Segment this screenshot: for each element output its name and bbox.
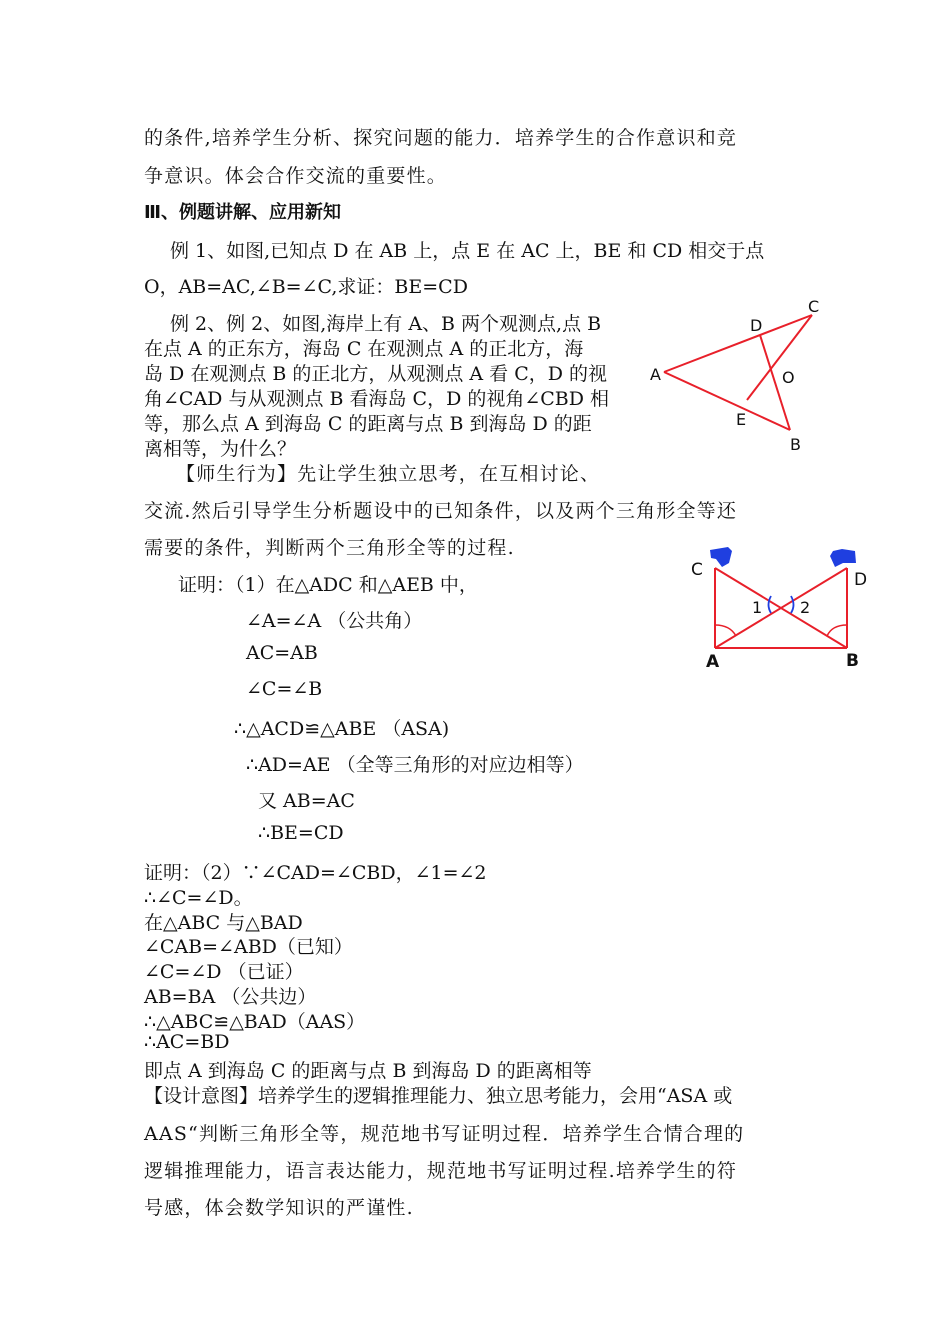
proof1-step-3: ∠C=∠B [246,678,323,700]
proof2-line-6: AB=BA （公共边） [144,986,317,1008]
proof1-step-6: 又 AB=AC [258,790,355,812]
proof1-step-1: ∠A=∠A （公共角） [246,610,423,632]
example1-line-2: O，AB=AC,∠B=∠C,求证：BE=CD [144,276,468,298]
proof2-line-4: ∠CAB=∠ABD（已知） [144,936,353,958]
teacher-action-line-2: 交流.然后引导学生分析题设中的已知条件，以及两个三角形全等还 [144,500,738,522]
fig2-label-C: C [691,560,703,580]
proof2-line-2: ∴∠C=∠D。 [144,887,253,909]
proof2-line-1: 证明：（2）∵∠CAD=∠CBD，∠1=∠2 [144,862,487,884]
teacher-action-line-1: 【师生行为】先让学生独立思考，在互相讨论、 [176,463,601,485]
fig1-label-B: B [790,435,801,454]
fig1-label-D: D [750,316,763,335]
example2-line-1: 例 2、例 2、如图,海岸上有 A、B 两个观测点,点 B [170,313,602,335]
proof2-line-8: ∴AC=BD [144,1031,230,1053]
example2-line-2: 在点 A 的正东方，海岛 C 在观测点 A 的正北方，海 [144,338,584,360]
proof2-line-5: ∠C=∠D （已证） [144,961,304,983]
intro-line-2: 争意识。体会合作交流的重要性。 [144,165,448,187]
intro-line-1: 的条件,培养学生分析、探究问题的能力．培养学生的合作意识和竞 [144,127,738,149]
proof2-line-3: 在△ABC 与△BAD [144,912,303,934]
proof2-line-7: ∴△ABC≌△BAD（AAS） [144,1011,366,1033]
design-intent-line-2: AAS“判断三角形全等，规范地书写证明过程．培养学生合情合理的 [144,1123,745,1145]
fig2-label-angle-1: 1 [752,598,763,617]
proof1-step-2: AC=AB [246,642,318,664]
design-intent-line-3: 逻辑推理能力，语言表达能力，规范地书写证明过程.培养学生的符 [144,1160,738,1182]
example2-line-4: 角∠CAD 与从观测点 B 看海岛 C，D 的视角∠CBD 相 [144,388,610,410]
fig2-label-B: B [846,651,859,671]
example2-line-3: 岛 D 在观测点 B 的正北方，从观测点 A 看 C，D 的视 [144,363,608,385]
fig1-label-E: E [736,410,747,429]
example2-line-5: 等，那么点 A 到海岛 C 的距离与点 B 到海岛 D 的距 [144,413,592,435]
proof1-step-4: ∴△ACD≌△ABE （ASA) [234,718,450,740]
design-intent-line-4: 号感，体会数学知识的严谨性. [144,1197,414,1219]
fig2-angle-1-arc [769,596,772,613]
fig2-arc-A [715,625,736,636]
figure-islands-diagram [680,543,900,673]
proof2-line-9: 即点 A 到海岛 C 的距离与点 B 到海岛 D 的距离相等 [144,1060,592,1082]
fig2-label-A: A [706,652,720,672]
proof1-step-5: ∴AD=AE （全等三角形的对应边相等） [246,754,584,776]
fig2-label-D: D [854,570,868,590]
fig1-label-O: O [782,368,795,387]
fig1-label-A: A [650,365,661,384]
design-intent-line-1: 【设计意图】培养学生的逻辑推理能力、独立思考能力，会用“ASA 或 [144,1085,733,1107]
island-d-shape [830,549,856,567]
fig1-label-C: C [808,297,820,316]
proof1-heading: 证明：（1）在△ADC 和△AEB 中， [178,574,478,596]
fig2-arc-B [827,625,847,636]
teacher-action-line-3: 需要的条件，判断两个三角形全等的过程. [144,537,515,559]
fig2-angle-2-arc [791,596,794,613]
example2-line-6: 离相等，为什么？ [144,438,297,460]
figure-triangle-diagram [640,290,850,460]
proof1-step-7: ∴BE=CD [258,822,344,844]
fig2-label-angle-2: 2 [800,598,811,617]
fig1-segment-AB [664,372,790,430]
island-c-shape [710,547,732,567]
example1-line-1: 例 1、如图,已知点 D 在 AB 上，点 E 在 AC 上，BE 和 CD 相交于点 [170,240,765,262]
section-title: Ⅲ、例题讲解、应用新知 [144,202,342,223]
